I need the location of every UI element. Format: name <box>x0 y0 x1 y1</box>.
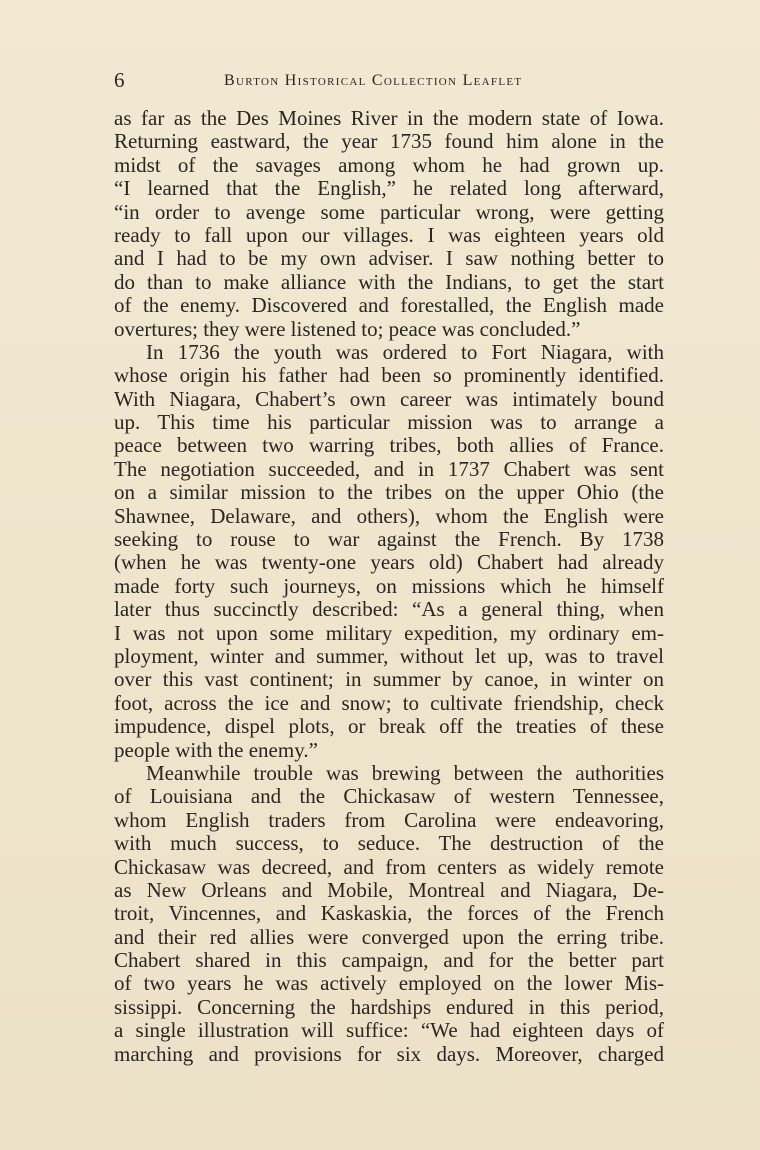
text-line: a single illustration will suffice: “We had eighteen days of <box>114 1018 664 1043</box>
text-line: (when he was twenty-one years old) Chabert had already <box>114 550 664 575</box>
text-line: whose origin his father had been so prominently identified. <box>114 363 664 388</box>
text-line: as far as the Des Moines River in the modern state of Iowa. <box>114 106 664 130</box>
text-line: sissippi. Concerning the hardships endured in this period, <box>114 994 664 1019</box>
text-line: made forty such journeys, on missions which he himself <box>114 573 664 598</box>
text-line: marching and provisions for six days. Moreover, charged <box>114 1041 664 1066</box>
paragraph <box>114 341 664 762</box>
text-line: ready to fall upon our villages. I was eighteen years old <box>114 222 664 247</box>
text-line: people with the enemy.” <box>114 737 318 762</box>
text-line: up. This time his particular mission was to arrange a <box>114 410 664 435</box>
text-line: “I learned that the English,” he related long afterward, <box>114 176 664 201</box>
text-line: I was not upon some military expedition, my ordinary em- <box>114 620 664 645</box>
paragraph <box>114 107 664 341</box>
text-line: of two years he was actively employed on the lower Mis- <box>114 971 664 996</box>
text-line: The negotiation succeeded, and in 1737 Chabert was sent <box>114 456 664 481</box>
text-line: on a similar mission to the tribes on the upper Ohio (the <box>114 480 664 505</box>
text-line: peace between two warring tribes, both allies of France. <box>114 433 664 458</box>
text-line: Shawnee, Delaware, and others), whom the English were <box>114 503 664 528</box>
text-line: ployment, winter and summer, without let up, was to travel <box>114 643 664 668</box>
text-line: Returning eastward, the year 1735 found him alone in the <box>114 129 664 154</box>
text-line: midst of the savages among whom he had grown up. <box>114 152 664 177</box>
text-line: and I had to be my own adviser. I saw nothing better to <box>114 246 664 271</box>
text-line: Meanwhile trouble was brewing between the authorities <box>146 760 664 785</box>
text-line: seeking to rouse to war against the French. By 1738 <box>114 527 664 552</box>
text-line: With Niagara, Chabert’s own career was intimately bound <box>114 386 664 411</box>
text-line: overtures; they were listened to; peace was concluded.” <box>114 316 581 341</box>
paragraph <box>114 762 664 1066</box>
text-line: do than to make alliance with the Indians, to get the start <box>114 269 664 294</box>
text-line: troit, Vincennes, and Kaskaskia, the forces of the French <box>114 901 664 926</box>
text-line: as New Orleans and Mobile, Montreal and Niagara, De- <box>114 877 664 902</box>
page-number: 6 <box>114 68 125 92</box>
text-line: with much success, to seduce. The destruction of the <box>114 831 664 856</box>
text-line: of Louisiana and the Chickasaw of western Tennessee, <box>114 784 664 809</box>
text-line: foot, across the ice and snow; to cultivate friendship, check <box>114 690 664 715</box>
text-line: whom English traders from Carolina were endeavoring, <box>114 807 664 832</box>
text-line: over this vast continent; in summer by canoe, in winter on <box>114 667 664 692</box>
text-line: Chabert shared in this campaign, and for the better part <box>114 948 664 973</box>
text-line: of the enemy. Discovered and forestalled, the English made <box>114 293 664 318</box>
running-head: Burton Historical Collection Leaflet <box>224 72 523 89</box>
text-line: later thus succinctly described: “As a general thing, when <box>114 597 664 622</box>
page-header <box>114 66 650 94</box>
text-line: In 1736 the youth was ordered to Fort Niagara, with <box>146 339 664 364</box>
text-line: impudence, dispel plots, or break off the treaties of these <box>114 714 664 739</box>
text-line: “in order to avenge some particular wrong, were getting <box>114 199 664 224</box>
text-line: and their red allies were converged upon the erring tribe. <box>114 924 664 949</box>
text-line: Chickasaw was decreed, and from centers as widely remote <box>114 854 664 879</box>
body-text <box>114 107 664 1066</box>
